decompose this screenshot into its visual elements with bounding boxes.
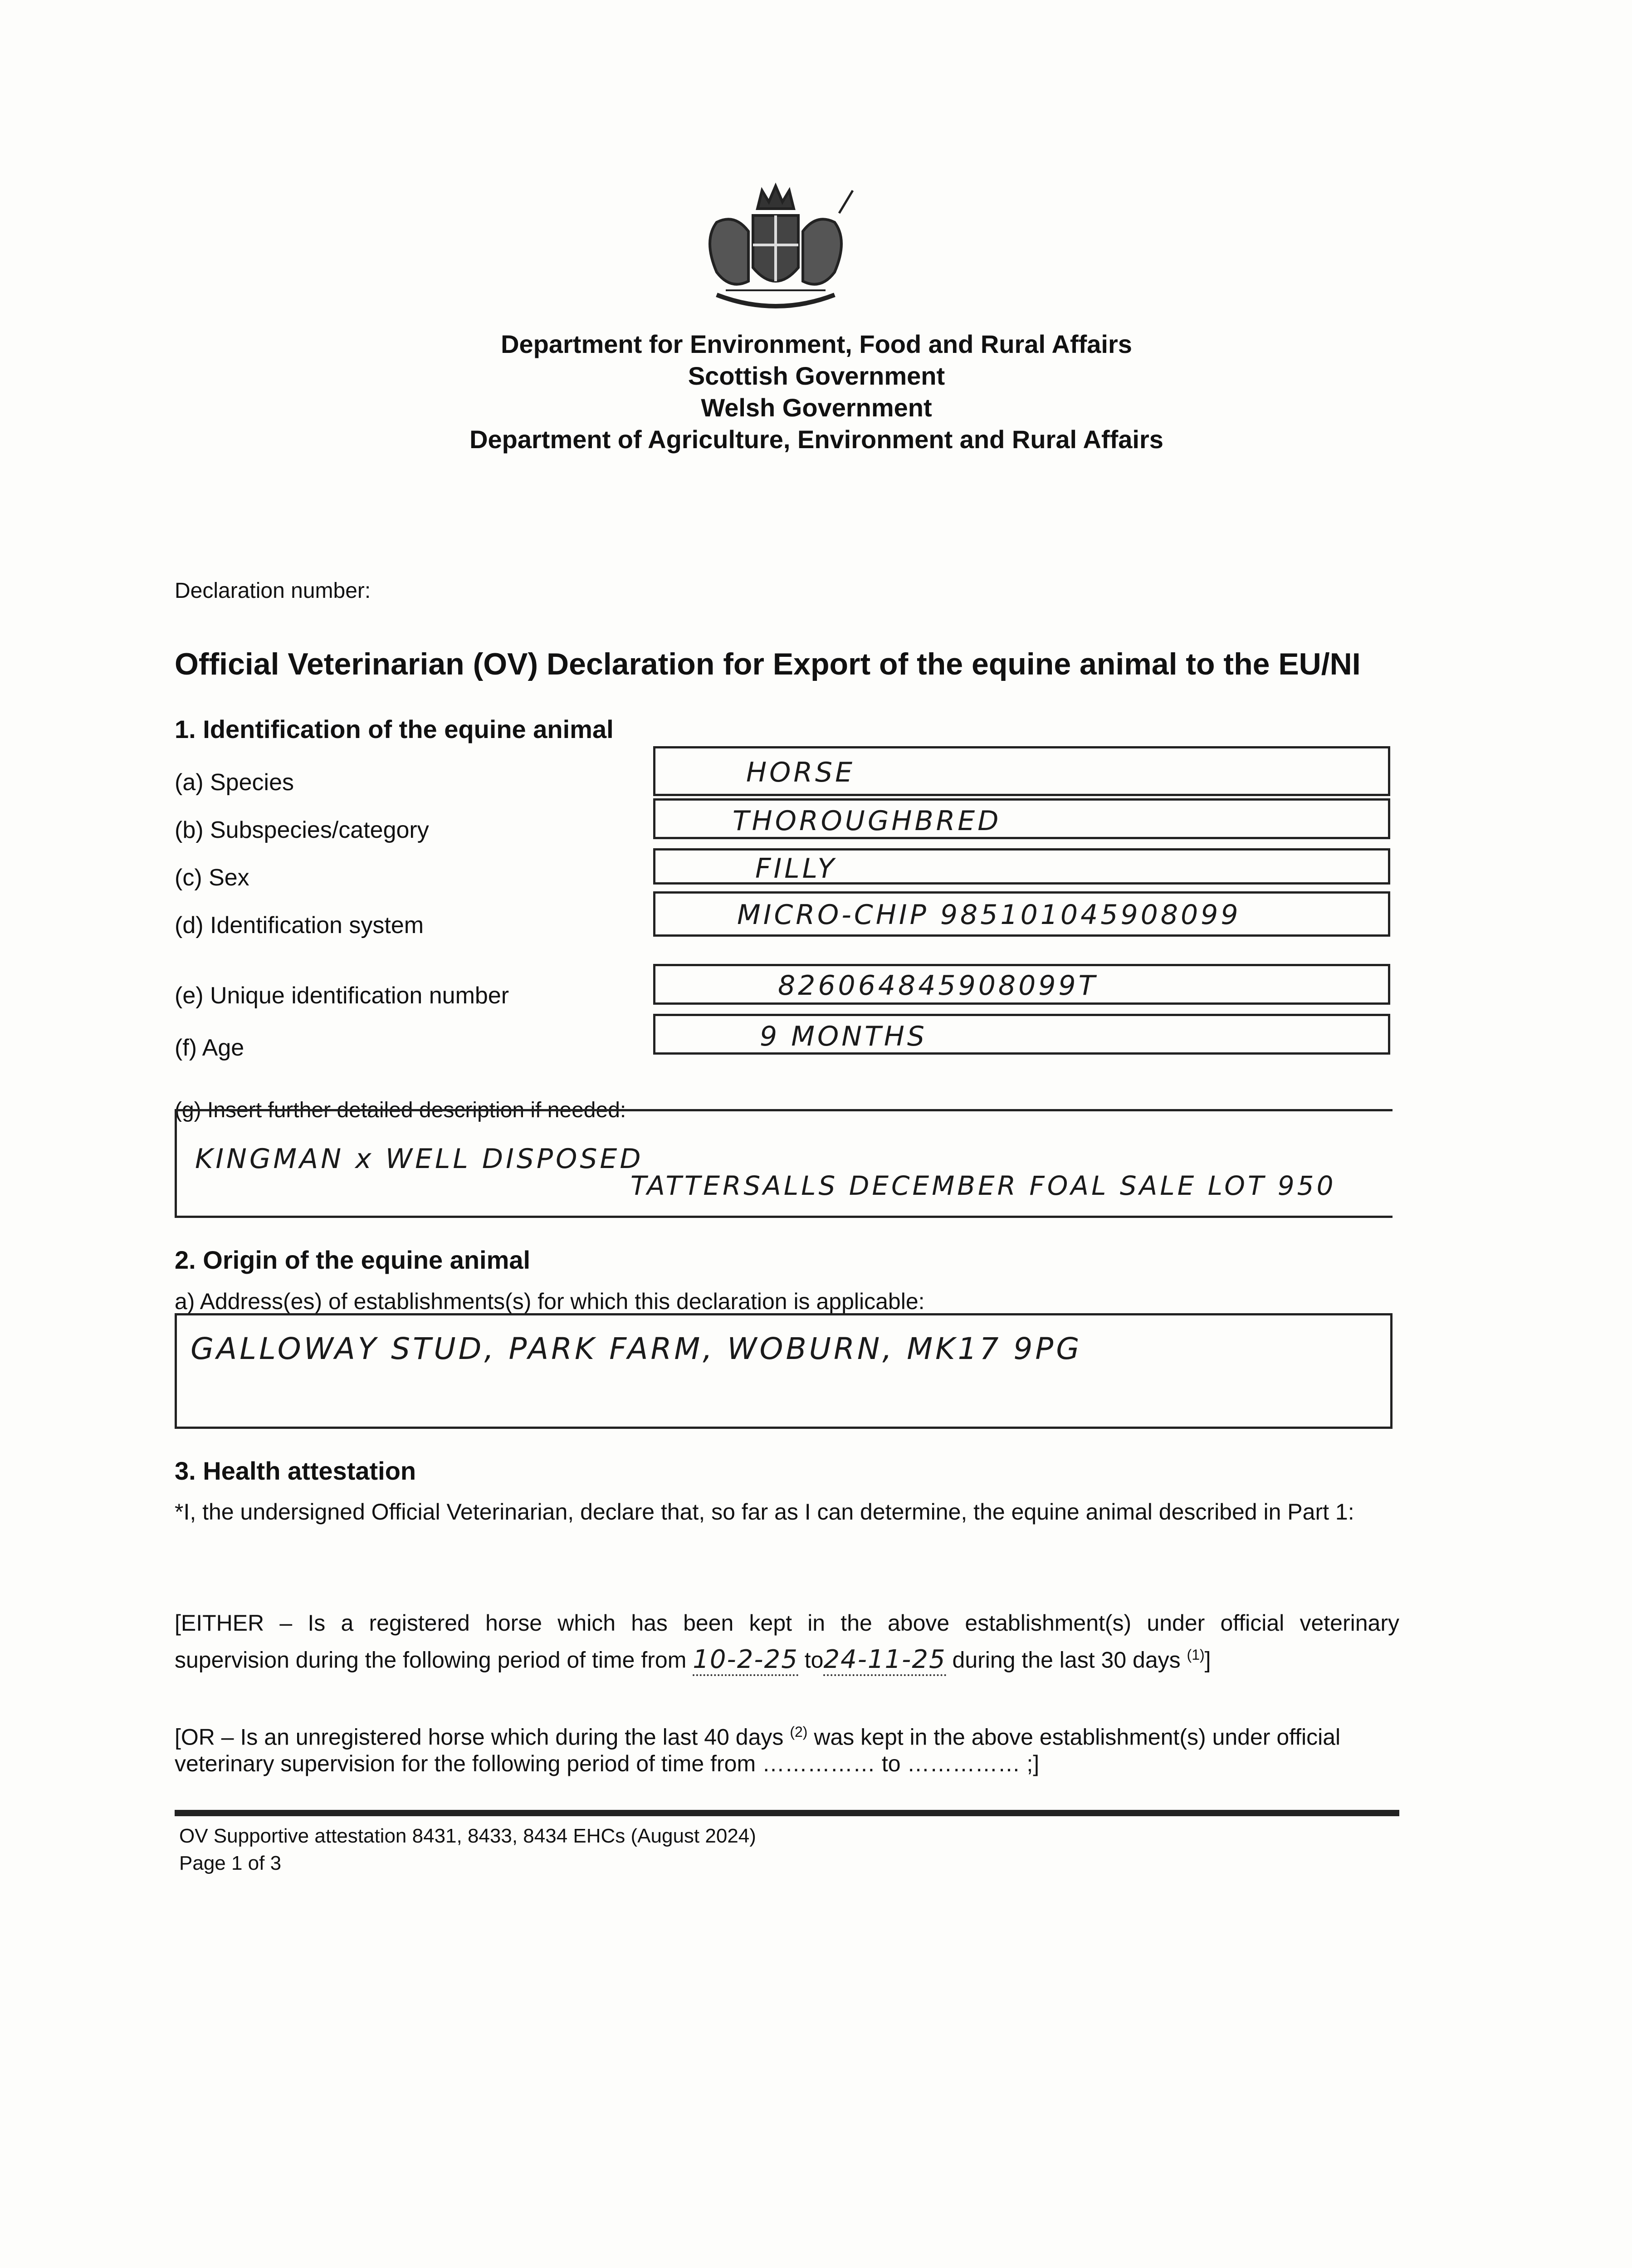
or-footnote: (2) [790, 1724, 808, 1740]
address-field[interactable] [175, 1313, 1393, 1429]
age-field[interactable] [653, 1014, 1390, 1055]
or-text-b: was kept in the above establishment(s) under official [814, 1724, 1341, 1750]
species-field[interactable] [653, 746, 1390, 796]
unique-id-label: (e) Unique identification number [175, 982, 509, 1009]
page-title: Official Veterinarian (OV) Declaration for Export of the equine animal to the EU/NI [175, 647, 1361, 681]
or-text-a: [OR – Is an unregistered horse which during the last 40 days [175, 1724, 784, 1750]
subspecies-field[interactable] [653, 798, 1390, 839]
org-line-defra: Department for Environment, Food and Rural Affairs [501, 330, 1132, 358]
section2-heading: 2. Origin of the equine animal [175, 1246, 531, 1274]
unique-id-field[interactable] [653, 964, 1390, 1005]
footer-page-number: Page 1 of 3 [179, 1852, 282, 1874]
age-value: 9 MONTHS [760, 1021, 927, 1052]
either-footnote: (1) [1187, 1647, 1205, 1663]
section1-heading: 1. Identification of the equine animal [175, 715, 614, 743]
either-from-date: 10-2-25 [693, 1645, 798, 1676]
id-system-field[interactable] [653, 891, 1390, 937]
species-label: (a) Species [175, 769, 294, 796]
royal-coat-of-arms-icon [689, 181, 862, 322]
either-line1: [EITHER – Is a registered horse which has been kept in the above establishment(s) under official veterinary [175, 1610, 1399, 1636]
sex-field[interactable] [653, 848, 1390, 885]
sex-value: FILLY [755, 853, 837, 885]
health-intro: *I, the undersigned Official Veterinarian, declare that, so far as I can determine, the equine animal described in Part 1: [175, 1499, 1354, 1525]
description-field[interactable] [175, 1109, 1393, 1218]
either-text-a: supervision during the following period of time from [175, 1647, 687, 1673]
either-to-date: 24-11-25 [823, 1645, 946, 1676]
either-to-word: to [804, 1647, 824, 1673]
unique-id-value: 826064845908099T [778, 970, 1098, 1002]
footer-line1: OV Supportive attestation 8431, 8433, 8434 EHCs (August 2024) [179, 1825, 756, 1847]
either-text-b: during the last 30 days [952, 1647, 1181, 1673]
subspecies-label: (b) Subspecies/category [175, 817, 429, 843]
address-value: GALLOWAY STUD, PARK FARM, WOBURN, MK17 9PG [191, 1331, 1082, 1366]
address-label: a) Address(es) of establishments(s) for which this declaration is applicable: [175, 1289, 925, 1314]
org-line-daera: Department of Agriculture, Environment and Rural Affairs [469, 425, 1163, 454]
org-line-scottish-gov: Scottish Government [688, 362, 945, 390]
species-value: HORSE [746, 757, 855, 788]
description-label: (g) Insert further detailed description if needed: [175, 1098, 626, 1122]
or-line2: veterinary supervision for the following period of time from …………… to …………… ;] [175, 1751, 1040, 1776]
id-system-value: MICRO-CHIP 985101045908099 [737, 899, 1241, 931]
declaration-number-label: Declaration number: [175, 579, 371, 603]
sex-label: (c) Sex [175, 865, 249, 891]
either-close: ] [1204, 1647, 1211, 1673]
or-line1 [175, 1717, 1340, 1752]
either-line2 [175, 1640, 1211, 1675]
subspecies-value: THOROUGHBRED [733, 805, 1002, 837]
description-line1: KINGMAN x WELL DISPOSED [195, 1143, 644, 1175]
age-label: (f) Age [175, 1035, 244, 1061]
org-line-welsh-gov: Welsh Government [701, 393, 932, 422]
section3-heading: 3. Health attestation [175, 1457, 416, 1485]
description-line2: TATTERSALLS DECEMBER FOAL SALE LOT 950 [630, 1170, 1336, 1201]
footer-divider [175, 1810, 1399, 1816]
id-system-label: (d) Identification system [175, 912, 424, 938]
